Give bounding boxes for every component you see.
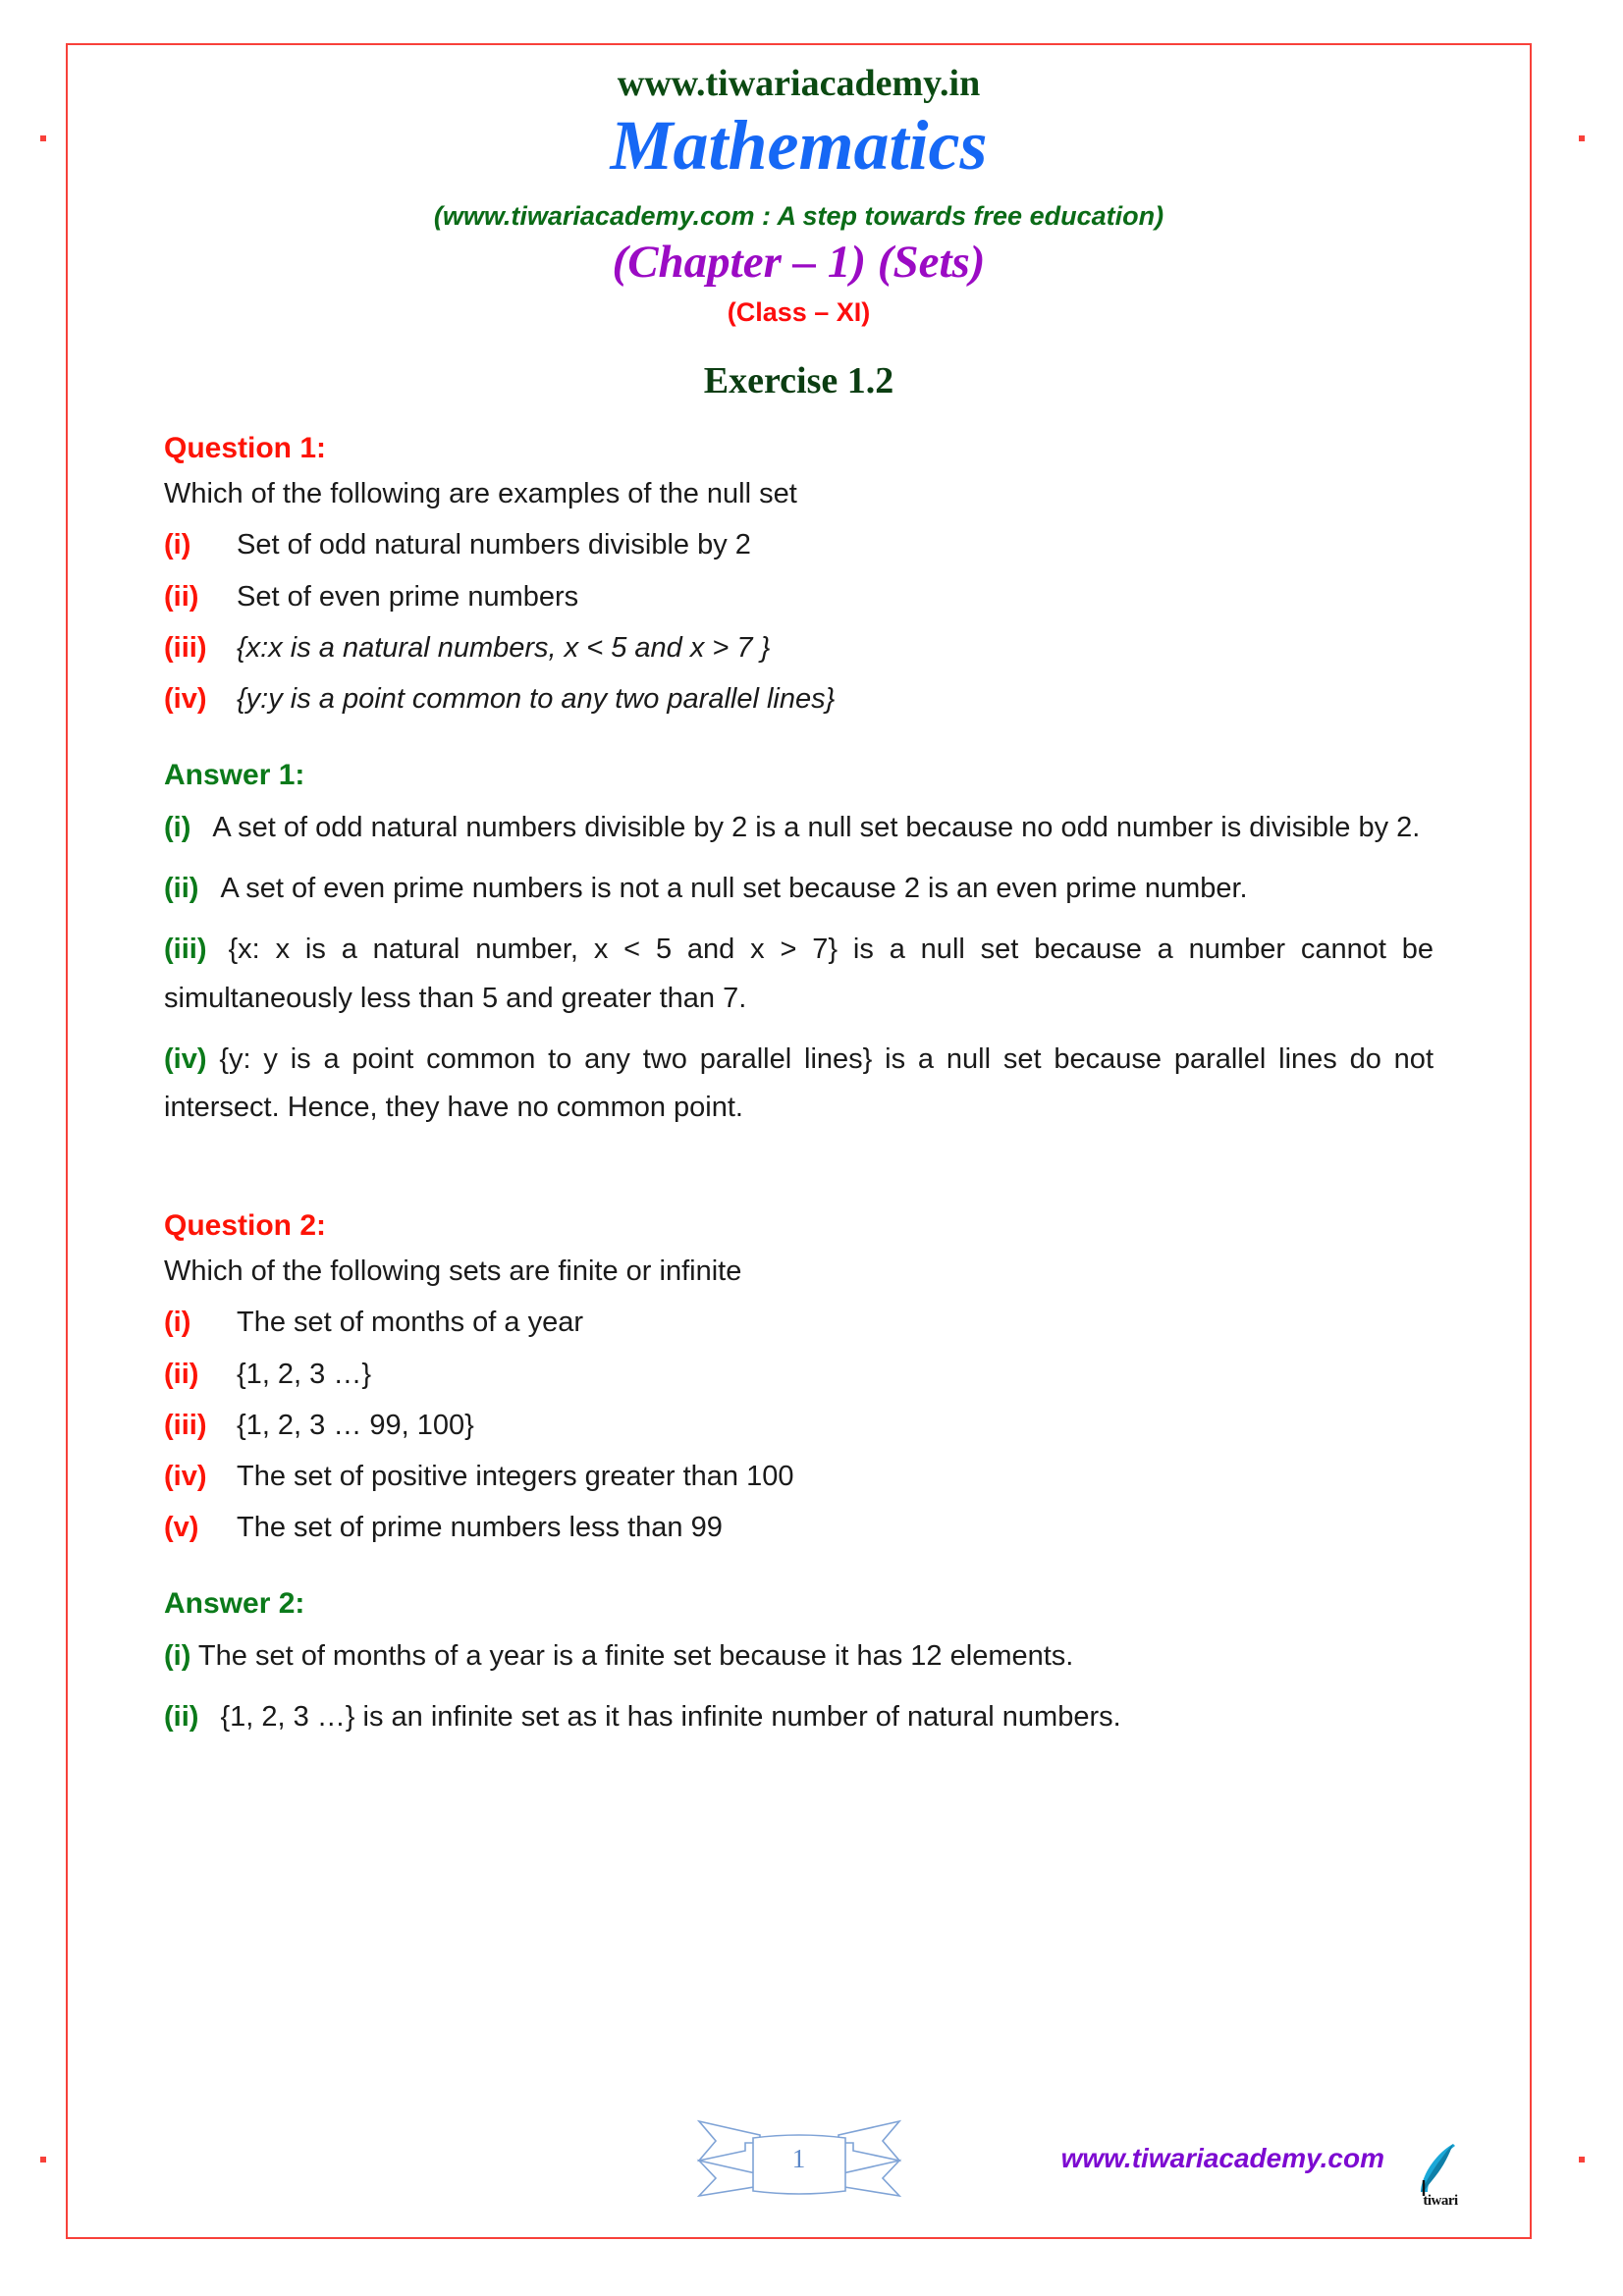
item-marker: (iii) bbox=[164, 631, 207, 664]
question-2-item bbox=[164, 1457, 1434, 1497]
item-text: The set of months of a year is a finite set because it has 12 elements. bbox=[197, 1640, 1074, 1673]
question-1-prompt: Which of the following are examples of the null set bbox=[164, 478, 797, 510]
header-chapter: (Chapter – 1) (Sets) bbox=[612, 236, 986, 288]
answer-2-heading: Answer 2: bbox=[164, 1587, 305, 1621]
item-marker: (i) bbox=[164, 529, 191, 561]
item-marker: (i) bbox=[164, 1640, 191, 1673]
answer-1-item bbox=[164, 804, 1434, 853]
question-1-item bbox=[164, 628, 1434, 668]
registration-dot-bottom-right bbox=[1579, 2157, 1585, 2163]
footer-url[interactable]: www.tiwariacademy.com bbox=[1060, 2143, 1384, 2173]
item-marker: (ii) bbox=[164, 580, 199, 613]
page-number: 1 bbox=[791, 2144, 806, 2173]
question-2-prompt: Which of the following sets are finite or infinite bbox=[164, 1255, 742, 1288]
item-marker: (ii) bbox=[164, 1358, 199, 1390]
answer-1-item bbox=[164, 1036, 1434, 1134]
item-marker: (ii) bbox=[164, 872, 199, 904]
registration-dot-top-left bbox=[40, 135, 46, 141]
item-marker: (iii) bbox=[164, 1409, 207, 1441]
question-2-item bbox=[164, 1303, 1434, 1343]
item-text: Set of even prime numbers bbox=[237, 580, 579, 613]
header-site-name: www.tiwariacademy.in bbox=[617, 63, 981, 104]
question-1-heading: Question 1: bbox=[164, 432, 327, 465]
question-2-heading: Question 2: bbox=[164, 1209, 327, 1243]
logo-wordmark: tiwari bbox=[1423, 2193, 1458, 2209]
page-footer bbox=[66, 2100, 1532, 2217]
question-1-item bbox=[164, 577, 1434, 617]
item-marker: (iv) bbox=[164, 682, 207, 715]
tiwari-academy-logo bbox=[1410, 2141, 1471, 2212]
page-content bbox=[66, 43, 1532, 2239]
header-class: (Class – XI) bbox=[727, 297, 871, 328]
item-text: {1, 2, 3 …} is an infinite set as it has infinite number of natural numbers. bbox=[220, 1701, 1121, 1734]
question-1-item bbox=[164, 679, 1434, 720]
item-text: {x: x is a natural number, x < 5 and x > 7} is a null set because a number cannot be simultaneously less than 5 and greater than 7. bbox=[164, 933, 1434, 1014]
header-tagline: (www.tiwariacademy.com : A step towards free education) bbox=[433, 200, 1164, 231]
item-marker: (i) bbox=[164, 1307, 191, 1339]
item-text: Set of odd natural numbers divisible by 2 bbox=[237, 529, 751, 561]
item-text: {y:y is a point common to any two parallel lines} bbox=[237, 682, 836, 715]
question-2-item bbox=[164, 1355, 1434, 1395]
item-marker: (iii) bbox=[164, 933, 207, 965]
item-text: The set of positive integers greater than 100 bbox=[237, 1461, 794, 1492]
feather-icon bbox=[1410, 2141, 1471, 2198]
item-marker: (i) bbox=[164, 812, 191, 844]
header-subject: Mathematics bbox=[610, 105, 988, 185]
item-marker: (iv) bbox=[164, 1461, 207, 1492]
answer-2-item bbox=[164, 1632, 1434, 1682]
registration-dot-bottom-left bbox=[40, 2157, 46, 2163]
item-text: {1, 2, 3 …} bbox=[237, 1358, 372, 1390]
registration-dot-top-right bbox=[1579, 135, 1585, 141]
answer-1-item bbox=[164, 865, 1434, 914]
question-2-item bbox=[164, 1406, 1434, 1446]
answer-1-heading: Answer 1: bbox=[164, 759, 305, 792]
item-text: {y: y is a point common to any two parallel lines} is a null set because parallel lines do not intersect. Hence, they have no common point. bbox=[164, 1042, 1434, 1124]
question-1-item bbox=[164, 525, 1434, 565]
item-text: {1, 2, 3 … 99, 100} bbox=[237, 1409, 474, 1441]
item-text: {x:x is a natural numbers, x < 5 and x > 7 } bbox=[237, 631, 771, 664]
item-marker: (ii) bbox=[164, 1701, 199, 1734]
item-text: The set of months of a year bbox=[237, 1307, 584, 1339]
item-text: A set of odd natural numbers divisible by 2 is a null set because no odd number is divisible by 2. bbox=[212, 812, 1421, 844]
item-marker: (v) bbox=[164, 1512, 199, 1544]
question-2-item bbox=[164, 1508, 1434, 1548]
item-text: The set of prime numbers less than 99 bbox=[237, 1512, 723, 1544]
item-marker: (iv) bbox=[164, 1042, 207, 1075]
answer-2-item bbox=[164, 1693, 1434, 1742]
header-exercise: Exercise 1.2 bbox=[703, 360, 894, 402]
item-text: A set of even prime numbers is not a null set because 2 is an even prime number. bbox=[220, 872, 1248, 904]
answer-1-item bbox=[164, 926, 1434, 1024]
